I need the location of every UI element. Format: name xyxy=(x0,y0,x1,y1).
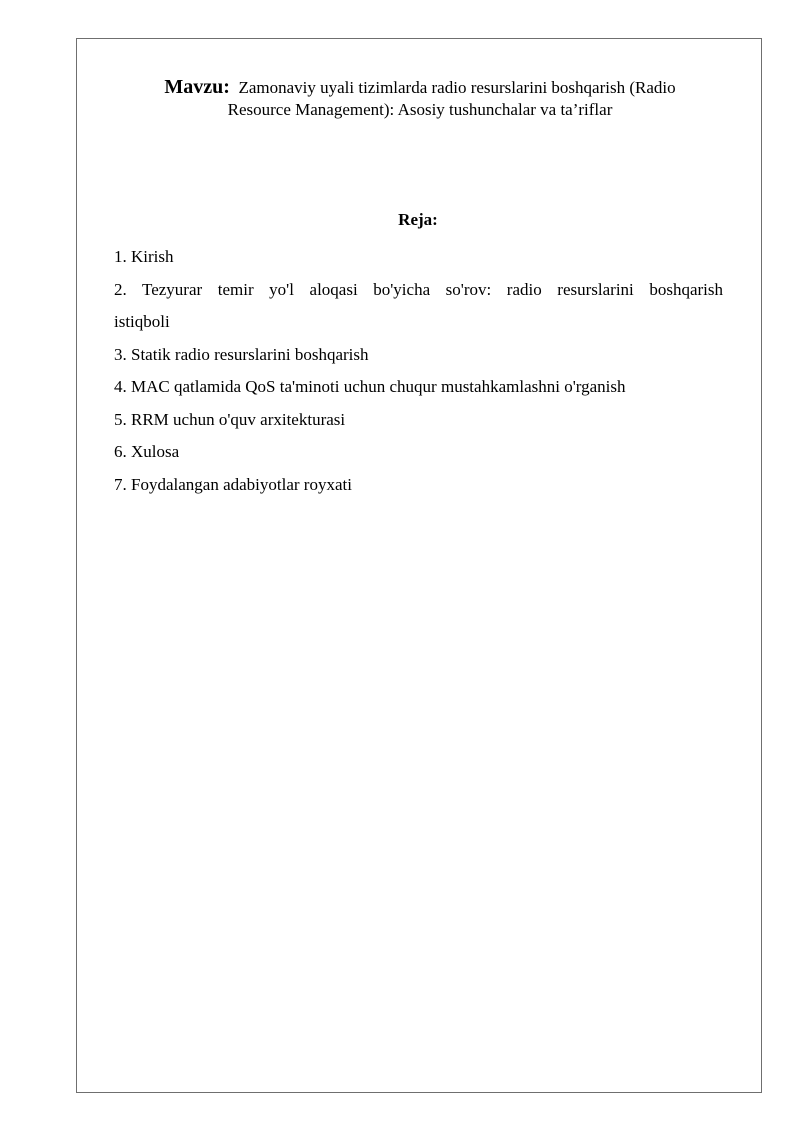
plan-item-6: 6. Xulosa xyxy=(114,442,180,461)
plan-item-2: 2. Tezyurar temir yo'l aloqasi bo'yicha so'rov: radio resurslarini boshqarish xyxy=(114,279,723,299)
plan-heading: Reja: xyxy=(398,210,438,229)
page-border xyxy=(76,38,762,1093)
plan-item-7: 7. Foydalangan adabiyotlar royxati xyxy=(114,474,352,494)
plan-item-2-continued: istiqboli xyxy=(114,312,170,331)
plan-item-3: 3. Statik radio resurslarini boshqarish xyxy=(114,344,369,364)
topic-label: Mavzu: xyxy=(164,76,230,98)
plan-item-1: 1. Kirish xyxy=(114,247,174,266)
topic-text-1: Zamonaviy uyali tizimlarda radio resurslarini boshqarish (Radio xyxy=(238,78,676,97)
plan-item-4: 4. MAC qatlamida QoS ta'minoti uchun chuqur mustahkamlashni o'rganish xyxy=(114,377,626,396)
topic-text-2: Resource Management): Asosiy tushunchalar va ta’riflar xyxy=(227,100,613,119)
topic-title xyxy=(90,76,750,121)
topic-line-1 xyxy=(90,76,750,99)
plan-list xyxy=(114,241,723,501)
plan-item-5: 5. RRM uchun o'quv arxitekturasi xyxy=(114,409,346,429)
